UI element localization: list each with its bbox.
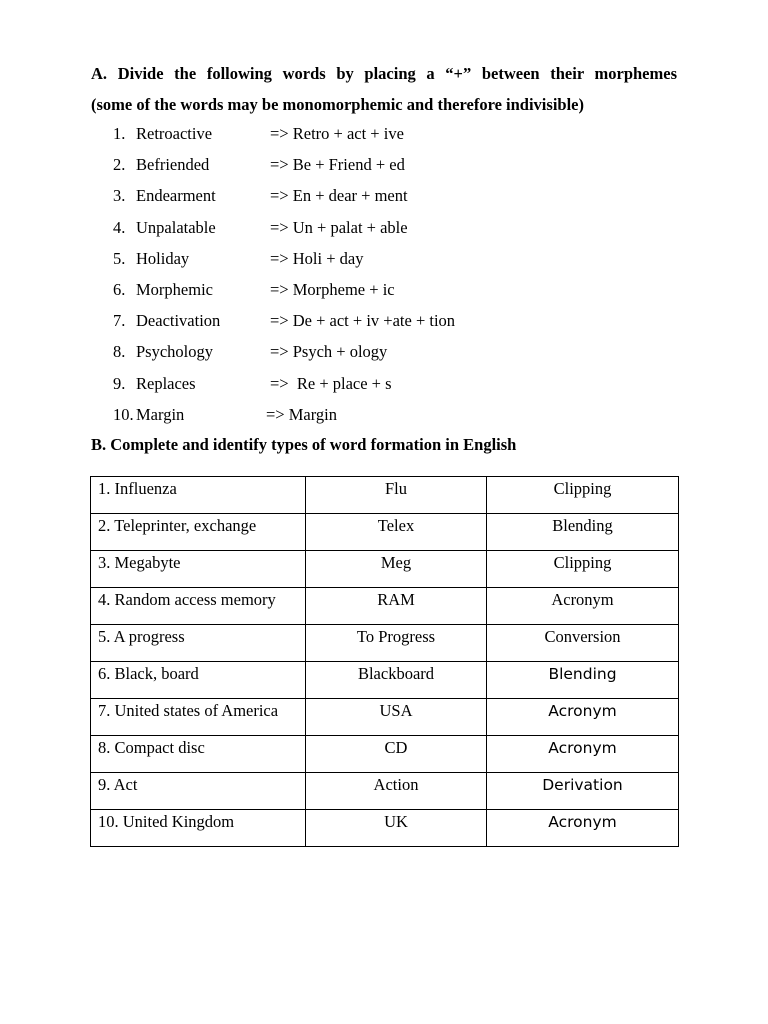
list-item-word: Endearment — [136, 186, 216, 206]
list-item-answer: => Margin — [266, 404, 338, 424]
formation-type-cell: Acronym — [487, 810, 679, 847]
list-item-word: Deactivation — [136, 311, 221, 331]
list-item-word: Retroactive — [136, 124, 213, 143]
section-a-heading-line1: A. Divide the following words by placing a “+” between their morphemes — [91, 64, 677, 83]
source-word-cell: 6. Black, board — [91, 662, 306, 699]
table-row — [91, 514, 679, 551]
list-item — [0, 274, 768, 305]
formation-type-cell: Blending — [487, 514, 679, 551]
list-item-word: Holiday — [136, 248, 190, 268]
list-item-word: Replaces — [136, 373, 196, 393]
list-item-number: 2. — [113, 155, 126, 175]
list-item-answer: => De + act + iv +ate + tion — [270, 311, 456, 331]
list-item-word: Unpalatable — [136, 217, 216, 237]
list-item — [0, 399, 768, 430]
formation-type-cell: Acronym — [487, 588, 679, 625]
list-item — [0, 212, 768, 243]
source-word-cell: 8. Compact disc — [91, 736, 306, 773]
table-row — [91, 736, 679, 773]
table-row — [91, 588, 679, 625]
list-item — [0, 243, 768, 274]
list-item-number: 9. — [113, 373, 126, 393]
list-item — [0, 368, 768, 399]
table-row — [91, 551, 679, 588]
table-row — [91, 662, 679, 699]
formation-type-cell: Derivation — [487, 773, 679, 810]
list-item — [0, 305, 768, 336]
result-word-cell: Meg — [306, 551, 487, 588]
formation-type-cell: Clipping — [487, 477, 679, 514]
source-word-cell: 10. United Kingdom — [91, 810, 306, 847]
list-item-answer: => Psych + ology — [270, 342, 388, 362]
list-item-word: Psychology — [136, 342, 214, 362]
source-word-cell: 2. Teleprinter, exchange — [91, 514, 306, 551]
section-a-heading — [91, 58, 677, 120]
table-row — [91, 477, 679, 514]
list-item — [0, 180, 768, 211]
source-word-cell: 9. Act — [91, 773, 306, 810]
section-b-heading: B. Complete and identify types of word formation in English — [91, 435, 517, 454]
result-word-cell: RAM — [306, 588, 487, 625]
list-item — [0, 118, 768, 149]
table-row — [91, 810, 679, 847]
result-word-cell: UK — [306, 810, 487, 847]
formation-type-cell: Acronym — [487, 699, 679, 736]
list-item-answer: => Retro + act + ive — [270, 124, 404, 143]
list-item-number: 4. — [113, 217, 126, 237]
list-item-answer: => En + dear + ment — [270, 186, 408, 206]
formation-type-cell: Blending — [487, 662, 679, 699]
table-row — [91, 699, 679, 736]
source-word-cell: 1. Influenza — [91, 477, 306, 514]
source-word-cell: 7. United states of America — [91, 699, 306, 736]
list-item-answer: => Holi + day — [270, 248, 364, 268]
list-item-answer: => Morpheme + ic — [270, 279, 395, 299]
source-word-cell: 4. Random access memory — [91, 588, 306, 625]
list-item-number: 8. — [113, 342, 126, 362]
list-item-number: 5. — [113, 248, 126, 268]
table-row — [91, 625, 679, 662]
list-item-number: 1. — [113, 124, 126, 143]
result-word-cell: Flu — [306, 477, 487, 514]
result-word-cell: Blackboard — [306, 662, 487, 699]
list-item-word: Margin — [136, 404, 185, 424]
list-item-number: 6. — [113, 279, 126, 299]
list-item-number: 10. — [113, 404, 134, 424]
list-item — [0, 149, 768, 180]
list-item-answer: => Re + place + s — [270, 373, 392, 393]
formation-type-cell: Clipping — [487, 551, 679, 588]
list-item-word: Morphemic — [136, 279, 213, 299]
result-word-cell: Action — [306, 773, 487, 810]
formation-type-cell: Acronym — [487, 736, 679, 773]
result-word-cell: To Progress — [306, 625, 487, 662]
list-item-word: Befriended — [136, 155, 210, 175]
result-word-cell: Telex — [306, 514, 487, 551]
source-word-cell: 3. Megabyte — [91, 551, 306, 588]
morpheme-list — [0, 118, 768, 430]
list-item-answer: => Be + Friend + ed — [270, 155, 405, 175]
section-a-heading-line2: (some of the words may be monomorphemic and therefore indivisible) — [91, 95, 584, 114]
list-item-answer: => Un + palat + able — [270, 217, 408, 237]
list-item-number: 7. — [113, 311, 126, 331]
list-item-number: 3. — [113, 186, 126, 206]
table-row — [91, 773, 679, 810]
result-word-cell: USA — [306, 699, 487, 736]
list-item — [0, 336, 768, 367]
word-formation-table — [90, 476, 679, 847]
result-word-cell: CD — [306, 736, 487, 773]
source-word-cell: 5. A progress — [91, 625, 306, 662]
formation-type-cell: Conversion — [487, 625, 679, 662]
